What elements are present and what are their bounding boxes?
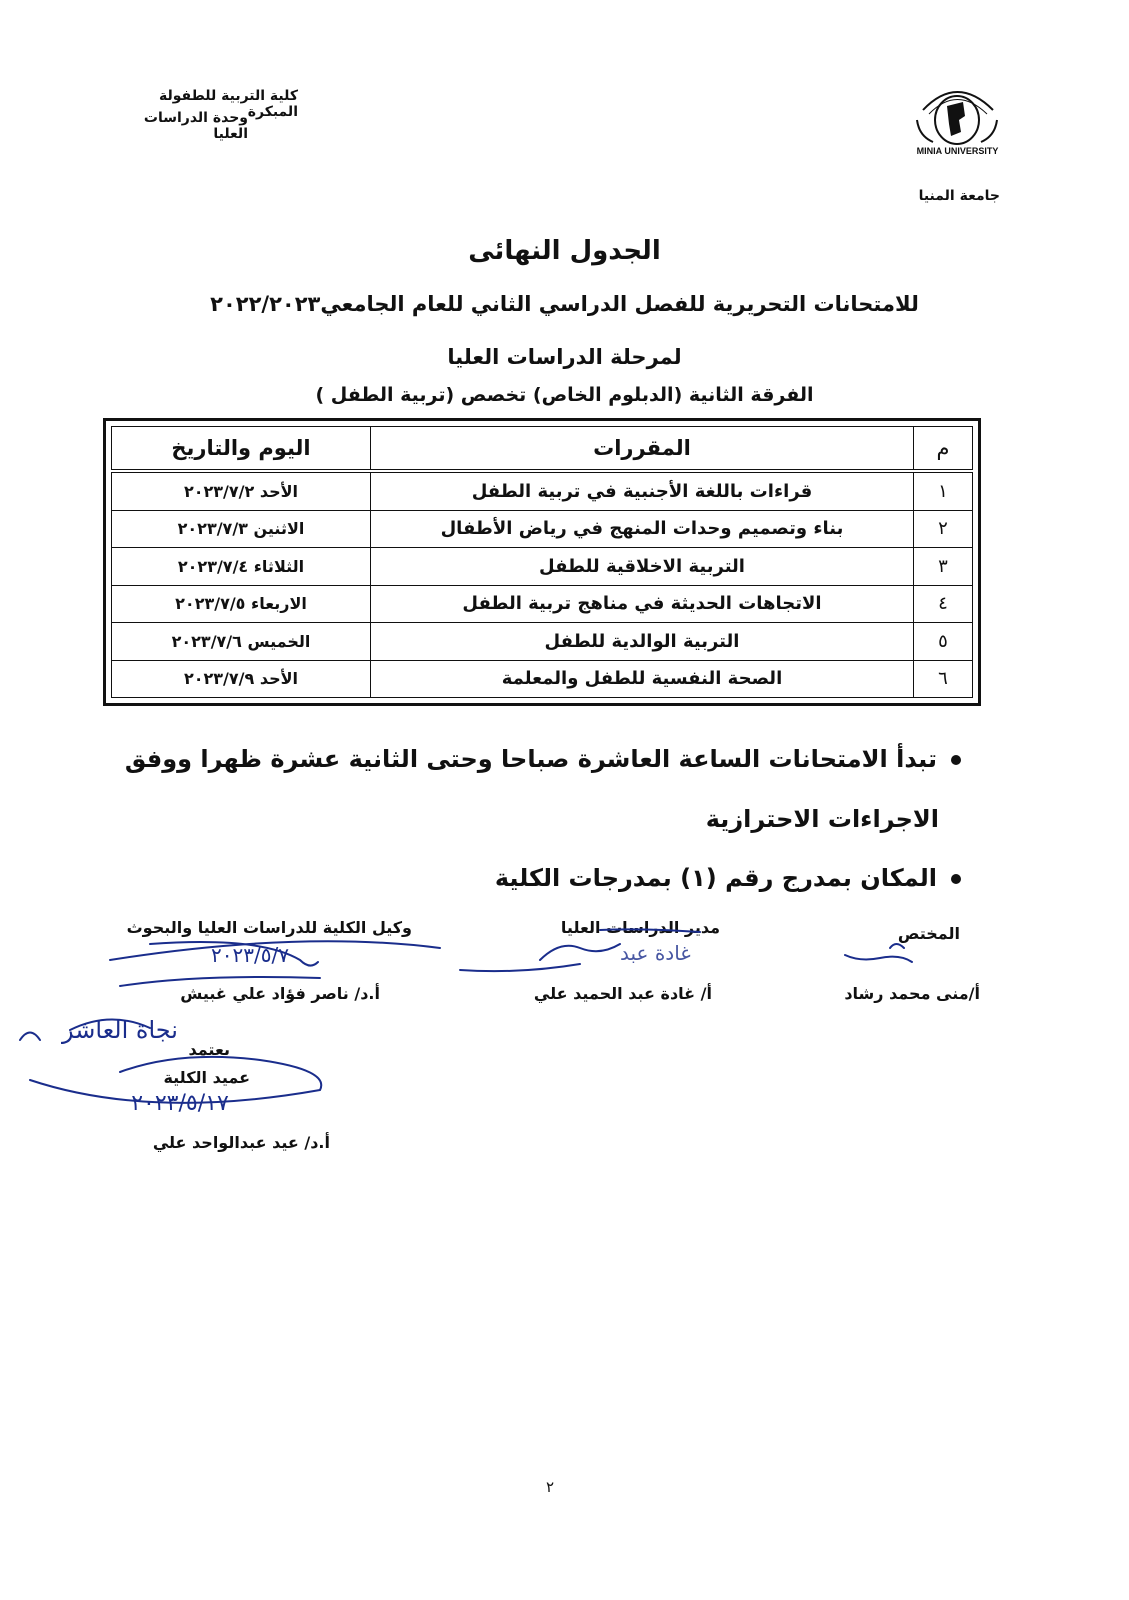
row-course: التربية الوالدية للطفل (371, 623, 914, 660)
row-course: قراءات باللغة الأجنبية في تربية الطفل (371, 471, 914, 510)
table-row (112, 623, 973, 660)
row-course: الصحة النفسية للطفل والمعلمة (371, 660, 914, 697)
document-title: الجدول النهائى (468, 236, 661, 266)
unit-name: وحدة الدراسات العليا (143, 110, 248, 142)
row-date: الاثنين ٢٠٢٣/٧/٣ (112, 510, 371, 547)
dean-handwritten-name: نجاة العاشر (62, 1016, 178, 1044)
table-row (112, 585, 973, 622)
row-date: الثلاثاء ٢٠٢٣/٧/٤ (112, 548, 371, 585)
header-date: اليوم والتاريخ (112, 427, 371, 472)
row-date: الأحد ٢٠٢٣/٧/٩ (112, 660, 371, 697)
stage-title-line: لمرحلة الدراسات العليا (447, 345, 682, 369)
dean-title: عميد الكلية (163, 1068, 250, 1087)
header-num: م (914, 427, 973, 472)
specialist-name: أ/منى محمد رشاد (844, 984, 980, 1003)
row-date: الاربعاء ٢٠٢٣/٧/٥ (112, 585, 371, 622)
row-num: ٦ (914, 660, 973, 697)
row-course: الاتجاهات الحديثة في مناهج تربية الطفل (371, 585, 914, 622)
note-timing: تبدأ الامتحانات الساعة العاشرة صباحا وحتى الثانية عشرة ظهرا ووفق (101, 745, 961, 773)
vice-handwritten-date: ٢٠٢٣/٥/٧ (211, 943, 289, 967)
row-course: التربية الاخلاقية للطفل (371, 548, 914, 585)
approve-label: يعتمد (188, 1040, 230, 1059)
header-course: المقررات (371, 427, 914, 472)
table-row (112, 660, 973, 697)
row-num: ٥ (914, 623, 973, 660)
row-num: ٤ (914, 585, 973, 622)
university-name: جامعة المنيا (918, 188, 1000, 204)
grade-title-line: الفرقة الثانية (الدبلوم الخاص) تخصص (تربية الطفل ) (315, 384, 814, 406)
row-course: بناء وتصميم وحدات المنهج في رياض الأطفال (371, 510, 914, 547)
faculty-name: كلية التربية للطفولة المبكرة (159, 88, 298, 120)
university-logo (905, 80, 1010, 160)
vice-dean-name: أ.د/ ناصر فؤاد علي غبيش (180, 984, 380, 1003)
director-name: أ/ غادة عبد الحميد علي (533, 984, 712, 1003)
handwritten-signatures (0, 900, 1129, 1160)
specialist-signature-icon (845, 944, 912, 962)
logo-caption: MINIA UNIVERSITY (916, 146, 999, 156)
schedule-table-frame (103, 418, 981, 706)
schedule-table (111, 426, 973, 698)
page-number: ٢ (545, 1478, 555, 1496)
row-num: ١ (914, 471, 973, 510)
dean-handwritten-date: ٢٠٢٣/٥/١٧ (131, 1091, 229, 1116)
note-location: المكان بمدرج رقم (١) بمدرجات الكلية (261, 864, 961, 892)
bullet-icon (951, 874, 961, 884)
svg-text:غادة عبد: غادة عبد (620, 941, 691, 965)
director-title: مدير الدراسات العليا (560, 918, 720, 937)
note-timing-cont: الاجراءات الاحترازية (705, 805, 939, 833)
vice-dean-title: وكيل الكلية للدراسات العليا والبحوث (126, 918, 412, 937)
table-row (112, 510, 973, 547)
table-header-row (112, 427, 973, 472)
exam-title-line: للامتحانات التحريرية للفصل الدراسي الثاني للعام الجامعي٢٠٢٢/٢٠٢٣ (210, 292, 919, 316)
row-num: ٢ (914, 510, 973, 547)
dean-name: أ.د/ عيد عبدالواحد علي (152, 1133, 330, 1152)
specialist-title: المختص (897, 924, 960, 943)
table-row (112, 548, 973, 585)
row-date: الأحد ٢٠٢٣/٧/٢ (112, 471, 371, 510)
table-row (112, 471, 973, 510)
row-date: الخميس ٢٠٢٣/٧/٦ (112, 623, 371, 660)
bullet-icon (951, 755, 961, 765)
row-num: ٣ (914, 548, 973, 585)
